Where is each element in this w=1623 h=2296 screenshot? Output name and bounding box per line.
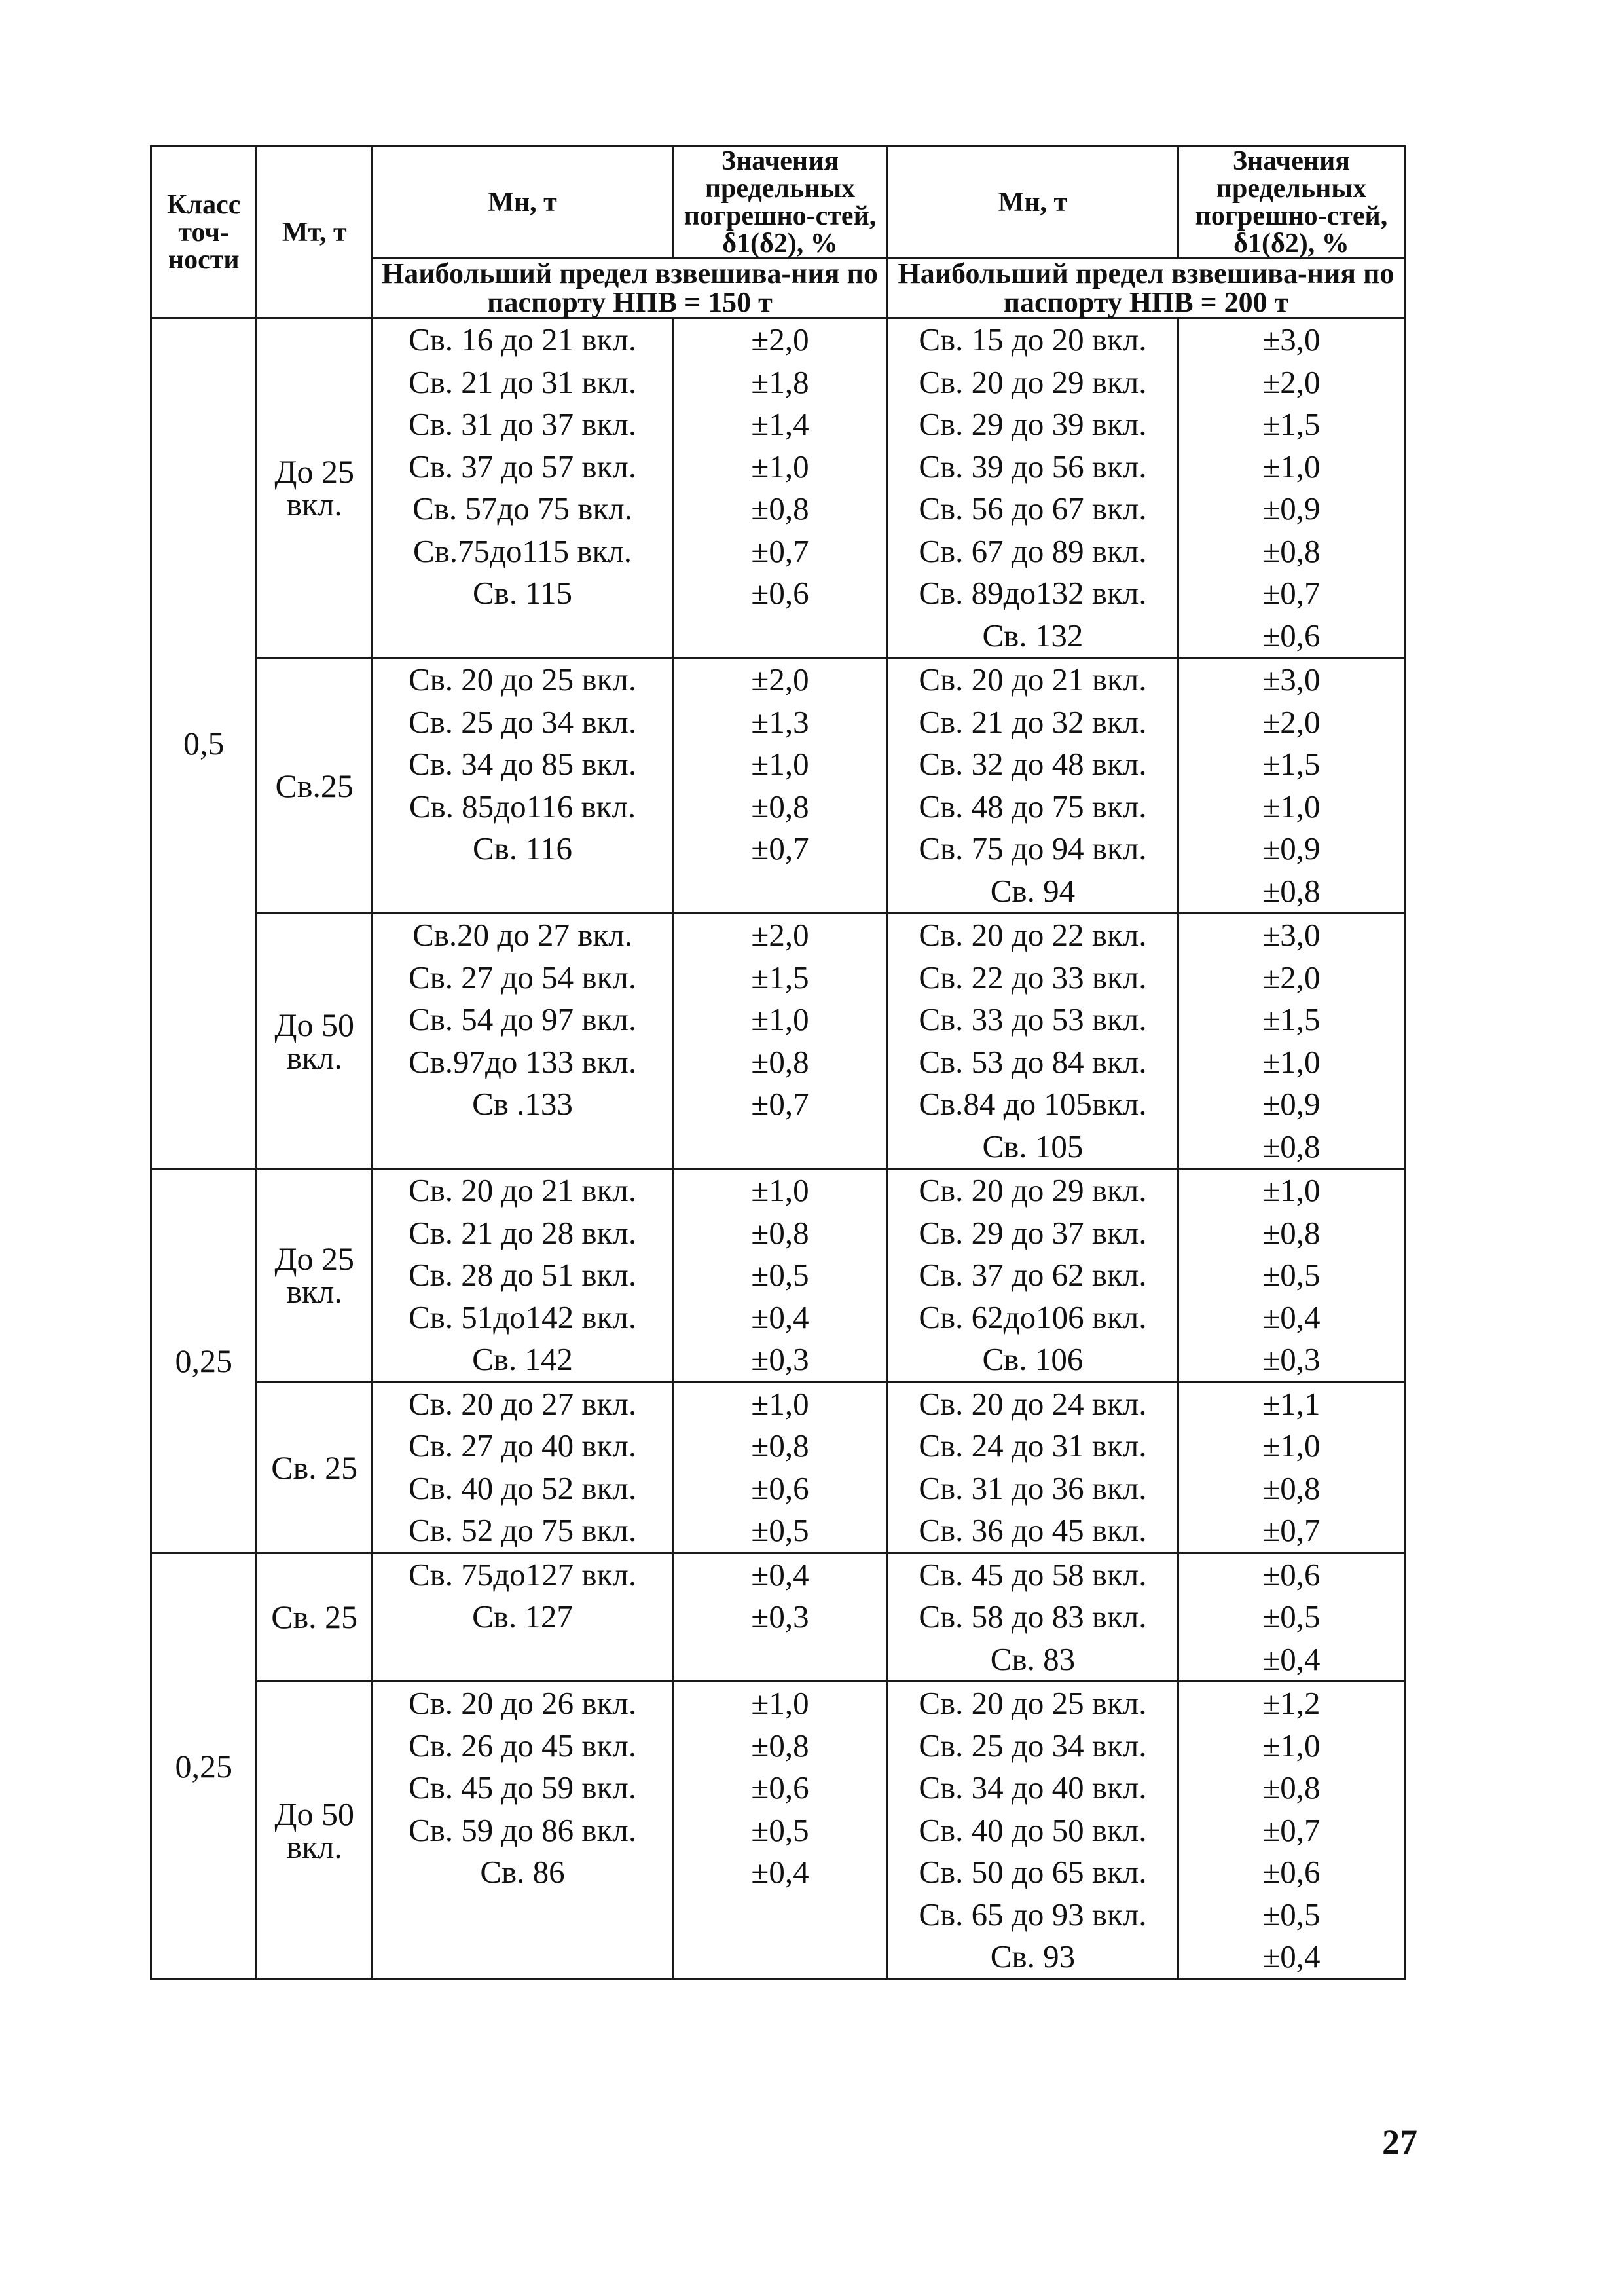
mass-range: Св. 20 до 29 вкл. <box>919 363 1147 400</box>
accuracy-class-cell: 0,25 <box>151 1553 257 1979</box>
error-value: ±0,6 <box>1262 1854 1321 1890</box>
mn-header-b: Мн, т <box>887 147 1178 259</box>
error-value: ±1,0 <box>751 746 809 782</box>
mass-range: Св. 132 <box>982 617 1084 654</box>
limit-150-header: Наибольший предел взвешива-ния по паспорту НПВ = 150 т <box>372 259 887 318</box>
mt-cell: Св.25 <box>257 658 373 914</box>
error-value: ±2,0 <box>1262 703 1321 740</box>
table-row <box>151 914 1405 1169</box>
mass-range: Св. 93 <box>990 1938 1076 1974</box>
error-value: ±0,7 <box>751 830 809 866</box>
mass-range: Св. 86 <box>480 1854 565 1890</box>
error-200-cell <box>1178 1382 1404 1553</box>
mass-range: Св. 33 до 53 вкл. <box>919 1001 1147 1037</box>
error-value: ±1,0 <box>1262 1043 1321 1080</box>
table-row <box>151 318 1405 658</box>
error-value: ±1,0 <box>751 1172 809 1208</box>
error-150-cell <box>673 1682 888 1980</box>
error-value: ±0,3 <box>751 1341 809 1377</box>
accuracy-class-cell: 0,25 <box>151 1169 257 1553</box>
error-value: ±0,8 <box>751 491 809 527</box>
mn-header-a: Мн, т <box>372 147 672 259</box>
error-value: ±0,8 <box>751 1043 809 1080</box>
mass-range: Св. 75 до 94 вкл. <box>919 830 1147 866</box>
mass-range: Св. 57до 75 вкл. <box>412 491 632 527</box>
class-header: Класс точ-ности <box>151 147 257 318</box>
mass-range: Св. 20 до 21 вкл. <box>408 1172 637 1208</box>
mass-range: Св. 20 до 24 вкл. <box>919 1385 1147 1422</box>
mass-range: Св. 62до106 вкл. <box>919 1299 1147 1335</box>
error-150-cell <box>673 318 888 658</box>
mass-range: Св.84 до 105вкл. <box>919 1086 1147 1122</box>
mass-range-200-cell <box>887 1382 1178 1553</box>
mass-range: Св. 34 до 40 вкл. <box>919 1769 1147 1805</box>
tolerance-table <box>150 145 1406 1980</box>
mass-range: Св. 45 до 59 вкл. <box>408 1769 637 1805</box>
error-value: ±0,4 <box>1262 1640 1321 1677</box>
mass-range: Св. 37 до 57 вкл. <box>408 448 637 485</box>
error-value: ±0,6 <box>1262 1556 1321 1593</box>
mass-range-200-cell <box>887 318 1178 658</box>
mass-range: Св. 45 до 58 вкл. <box>919 1556 1147 1593</box>
limit-200-header: Наибольший предел взвешива-ния по паспорту НПВ = 200 т <box>887 259 1404 318</box>
error-value: ±0,7 <box>751 1086 809 1122</box>
error-value: ±0,3 <box>1262 1341 1321 1377</box>
error-value: ±2,0 <box>751 917 809 953</box>
error-value: ±0,7 <box>1262 1811 1321 1848</box>
error-value: ±3,0 <box>1262 322 1321 358</box>
mass-range: Св. 29 до 39 вкл. <box>919 406 1147 442</box>
error-value: ±0,8 <box>1262 872 1321 909</box>
mass-range: Св. 28 до 51 вкл. <box>408 1257 637 1293</box>
mass-range: Св.20 до 27 вкл. <box>412 917 632 953</box>
mt-cell: До 50 вкл. <box>257 914 373 1169</box>
error-value: ±1,0 <box>751 1685 809 1721</box>
error-150-cell <box>673 914 888 1169</box>
error-150-cell <box>673 1553 888 1682</box>
mass-range-150-cell <box>372 914 672 1169</box>
mass-range: Св. 54 до 97 вкл. <box>408 1001 637 1037</box>
mass-range: Св. 24 до 31 вкл. <box>919 1428 1147 1464</box>
table-row <box>151 1169 1405 1382</box>
mass-range: Св. 39 до 56 вкл. <box>919 448 1147 485</box>
mass-range: Св. 106 <box>982 1341 1084 1377</box>
mass-range: Св. 29 до 37 вкл. <box>919 1214 1147 1251</box>
mass-range: Св. 37 до 62 вкл. <box>919 1257 1147 1293</box>
error-value: ±3,0 <box>1262 661 1321 697</box>
error-value: ±0,8 <box>1262 1128 1321 1164</box>
error-value: ±0,4 <box>1262 1299 1321 1335</box>
error-value: ±2,0 <box>1262 959 1321 995</box>
mass-range: Св. 16 до 21 вкл. <box>408 322 637 358</box>
error-value: ±0,8 <box>751 1214 809 1251</box>
mass-range-150-cell <box>372 1553 672 1682</box>
mass-range: Св. 27 до 54 вкл. <box>408 959 637 995</box>
error-value: ±1,5 <box>1262 1001 1321 1037</box>
mass-range: Св. 32 до 48 вкл. <box>919 746 1147 782</box>
error-value: ±0,4 <box>751 1299 809 1335</box>
error-value: ±0,8 <box>751 1727 809 1764</box>
mass-range: Св. 142 <box>472 1341 573 1377</box>
mass-range: Св. 26 до 45 вкл. <box>408 1727 637 1764</box>
mass-range: Св. 58 до 83 вкл. <box>919 1599 1147 1635</box>
mass-range: Св. 21 до 32 вкл. <box>919 703 1147 740</box>
table-row <box>151 1382 1405 1553</box>
mass-range: Св. 20 до 27 вкл. <box>408 1385 637 1422</box>
mass-range: Св. 65 до 93 вкл. <box>919 1896 1147 1933</box>
error-value: ±0,3 <box>751 1599 809 1635</box>
error-value: ±0,8 <box>1262 1470 1321 1506</box>
mass-range: Св. 94 <box>990 872 1076 909</box>
mass-range-200-cell <box>887 658 1178 914</box>
mass-range: Св. 116 <box>473 830 573 866</box>
error-value: ±0,4 <box>1262 1938 1321 1974</box>
mass-range: Св. 21 до 31 вкл. <box>408 363 637 400</box>
mass-range: Св. 105 <box>982 1128 1084 1164</box>
error-value: ±0,6 <box>751 1470 809 1506</box>
error-value: ±0,7 <box>1262 575 1321 611</box>
error-value: ±1,0 <box>1262 1172 1321 1208</box>
error-value: ±0,9 <box>1262 830 1321 866</box>
error-value: ±0,4 <box>751 1854 809 1890</box>
error-200-cell <box>1178 1682 1404 1980</box>
mass-range: Св. 67 до 89 вкл. <box>919 532 1147 569</box>
error-value: ±0,8 <box>1262 1769 1321 1805</box>
error-150-cell <box>673 1169 888 1382</box>
error-150-cell <box>673 1382 888 1553</box>
error-value: ±0,8 <box>751 1428 809 1464</box>
mass-range: Св. 20 до 25 вкл. <box>408 661 637 697</box>
mass-range: Св. 52 до 75 вкл. <box>408 1512 637 1548</box>
error-value: ±0,9 <box>1262 1086 1321 1122</box>
accuracy-class-cell: 0,5 <box>151 318 257 1169</box>
mass-range: Св. 20 до 26 вкл. <box>408 1685 637 1721</box>
error-value: ±1,2 <box>1262 1685 1321 1721</box>
mass-range: Св. 89до132 вкл. <box>919 575 1147 611</box>
mass-range: Св. 83 <box>990 1640 1076 1677</box>
mass-range: Св. 127 <box>472 1599 573 1635</box>
mass-range: Св. 20 до 21 вкл. <box>919 661 1147 697</box>
error-value: ±2,0 <box>1262 363 1321 400</box>
error-value: ±1,8 <box>751 363 809 400</box>
error-value: ±1,0 <box>751 1385 809 1422</box>
mass-range: Св. 50 до 65 вкл. <box>919 1854 1147 1890</box>
error-value: ±0,4 <box>751 1556 809 1593</box>
error-value: ±2,0 <box>751 322 809 358</box>
error-200-cell <box>1178 318 1404 658</box>
mass-range: Св .133 <box>472 1086 573 1122</box>
mass-range-150-cell <box>372 1382 672 1553</box>
table-row <box>151 658 1405 914</box>
mt-cell: Св. 25 <box>257 1382 373 1553</box>
error-150-cell <box>673 658 888 914</box>
error-value: ±1,5 <box>1262 746 1321 782</box>
mass-range: Св. 53 до 84 вкл. <box>919 1043 1147 1080</box>
mass-range: Св. 20 до 29 вкл. <box>919 1172 1147 1208</box>
error-header-b: Значения предельных погрешно-стей, δ1(δ2), % <box>1178 147 1404 259</box>
error-value: ±0,5 <box>751 1811 809 1848</box>
error-200-cell <box>1178 914 1404 1169</box>
error-value: ±0,5 <box>751 1257 809 1293</box>
error-value: ±3,0 <box>1262 917 1321 953</box>
mass-range: Св. 31 до 37 вкл. <box>408 406 637 442</box>
mass-range: Св.75до115 вкл. <box>412 532 632 569</box>
header-row <box>151 147 1405 259</box>
error-value: ±1,0 <box>751 448 809 485</box>
error-value: ±0,9 <box>1262 491 1321 527</box>
mass-range-150-cell <box>372 658 672 914</box>
mass-range: Св. 40 до 50 вкл. <box>919 1811 1147 1848</box>
mass-range: Св. 85до116 вкл. <box>409 788 636 824</box>
mt-cell: До 25 вкл. <box>257 1169 373 1382</box>
error-value: ±1,0 <box>1262 1428 1321 1464</box>
mass-range: Св.97до 133 вкл. <box>408 1043 637 1080</box>
mass-range-150-cell <box>372 1682 672 1980</box>
error-value: ±0,8 <box>1262 532 1321 569</box>
mass-range: Св. 22 до 33 вкл. <box>919 959 1147 995</box>
error-200-cell <box>1178 1553 1404 1682</box>
error-value: ±1,0 <box>1262 448 1321 485</box>
mass-range: Св. 56 до 67 вкл. <box>919 491 1147 527</box>
error-value: ±0,7 <box>751 532 809 569</box>
mass-range-200-cell <box>887 1553 1178 1682</box>
error-value: ±2,0 <box>751 661 809 697</box>
mass-range: Св. 48 до 75 вкл. <box>919 788 1147 824</box>
mass-range: Св. 20 до 25 вкл. <box>919 1685 1147 1721</box>
mass-range: Св. 115 <box>473 575 573 611</box>
mass-range: Св. 59 до 86 вкл. <box>408 1811 637 1848</box>
mass-range: Св. 36 до 45 вкл. <box>919 1512 1147 1548</box>
error-value: ±0,6 <box>751 575 809 611</box>
error-value: ±0,5 <box>751 1512 809 1548</box>
page-number: 27 <box>1382 2122 1417 2162</box>
error-value: ±0,8 <box>751 788 809 824</box>
mt-cell: До 25 вкл. <box>257 318 373 658</box>
error-value: ±1,0 <box>1262 1727 1321 1764</box>
mass-range: Св. 15 до 20 вкл. <box>919 322 1147 358</box>
error-value: ±0,8 <box>1262 1214 1321 1251</box>
mass-range: Св. 27 до 40 вкл. <box>408 1428 637 1464</box>
mt-cell: Св. 25 <box>257 1553 373 1682</box>
mass-range: Св. 75до127 вкл. <box>408 1556 637 1593</box>
mass-range: Св. 25 до 34 вкл. <box>408 703 637 740</box>
mass-range: Св. 51до142 вкл. <box>408 1299 637 1335</box>
error-header-a: Значения предельных погрешно-стей, δ1(δ2), % <box>673 147 888 259</box>
mass-range: Св. 25 до 34 вкл. <box>919 1727 1147 1764</box>
error-value: ±1,4 <box>751 406 809 442</box>
error-value: ±0,7 <box>1262 1512 1321 1548</box>
error-value: ±1,5 <box>751 959 809 995</box>
mass-range: Св. 31 до 36 вкл. <box>919 1470 1147 1506</box>
mass-range-200-cell <box>887 1682 1178 1980</box>
table-row <box>151 1553 1405 1682</box>
error-value: ±0,6 <box>1262 617 1321 654</box>
error-value: ±1,0 <box>1262 788 1321 824</box>
mt-cell: До 50 вкл. <box>257 1682 373 1980</box>
mass-range: Св. 20 до 22 вкл. <box>919 917 1147 953</box>
error-value: ±0,6 <box>751 1769 809 1805</box>
mass-range-150-cell <box>372 1169 672 1382</box>
error-value: ±0,5 <box>1262 1896 1321 1933</box>
mass-range: Св. 21 до 28 вкл. <box>408 1214 637 1251</box>
error-value: ±1,3 <box>751 703 809 740</box>
error-value: ±1,0 <box>751 1001 809 1037</box>
error-value: ±0,5 <box>1262 1257 1321 1293</box>
mass-range-150-cell <box>372 318 672 658</box>
error-value: ±1,1 <box>1262 1385 1321 1422</box>
error-value: ±1,5 <box>1262 406 1321 442</box>
error-200-cell <box>1178 658 1404 914</box>
error-value: ±0,5 <box>1262 1599 1321 1635</box>
error-200-cell <box>1178 1169 1404 1382</box>
mass-range: Св. 34 до 85 вкл. <box>408 746 637 782</box>
mass-range-200-cell <box>887 1169 1178 1382</box>
mt-header: Мт, т <box>257 147 373 318</box>
table-row <box>151 1682 1405 1980</box>
table-body <box>151 318 1405 1980</box>
mass-range: Св. 40 до 52 вкл. <box>408 1470 637 1506</box>
mass-range-200-cell <box>887 914 1178 1169</box>
